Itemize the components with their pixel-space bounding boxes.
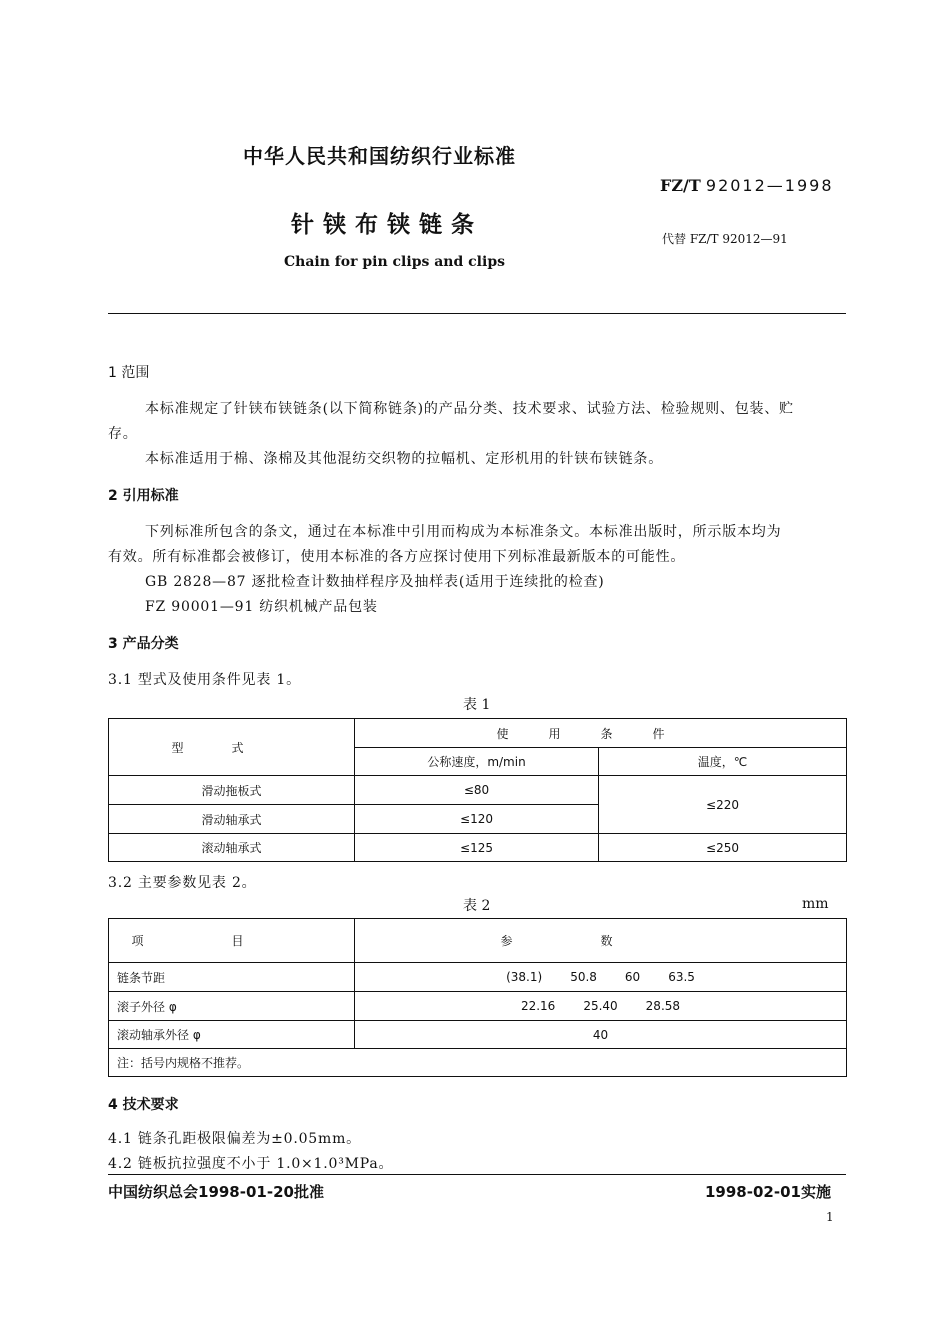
english-title: Chain for pin clips and clips (284, 254, 505, 270)
section-1-heading: 1 范围 (108, 365, 150, 381)
header-rule (108, 313, 846, 314)
table-1-temp-merged-cell: ≤220 (599, 776, 847, 834)
table-2-unit: mm (802, 896, 829, 912)
table-1-temp-header: 温度，℃ (599, 748, 847, 776)
section-2-heading: 2 引用标准 (108, 488, 179, 504)
table-row (109, 1021, 847, 1049)
table-row (109, 776, 847, 805)
table-1-type-cell: 滑动拖板式 (109, 776, 355, 805)
table-1 (108, 718, 847, 862)
footer-rule (108, 1174, 846, 1175)
section-1-para-2: 本标准适用于棉、涤棉及其他混纺交织物的拉幅机、定形机用的针铗布铗链条。 (145, 451, 663, 467)
approval-date: 中国纺织总会1998-01-20批准 (108, 1183, 324, 1201)
table-2-values-cell: 40 (355, 1021, 847, 1049)
section-3-2: 3.2 主要参数见表 2。 (108, 875, 257, 891)
table-2-label-cell: 滚动轴承外径 φ (109, 1021, 355, 1049)
table-1-temp-cell: ≤250 (599, 834, 847, 862)
section-4-2: 4.2 链板抗拉强度不小于 1.0×1.0³MPa。 (108, 1156, 394, 1172)
table-1-caption: 表 1 (463, 697, 491, 713)
section-3-heading: 3 产品分类 (108, 636, 179, 652)
table-2-label-cell: 链条节距 (109, 963, 355, 992)
table-2-param-header: 参数 (355, 919, 847, 963)
section-2-para-1b: 有效。所有标准都会被修订，使用本标准的各方应探讨使用下列标准最新版本的可能性。 (108, 549, 686, 565)
table-1-speed-cell: ≤80 (355, 776, 599, 805)
reference-fz90001: FZ 90001—91 纺织机械产品包装 (145, 599, 378, 615)
table-2 (108, 918, 847, 1077)
document-title: 针铗布铗链条 (291, 212, 483, 238)
table-2-values-cell: 22.16 25.40 28.58 (355, 992, 847, 1021)
table-1-speed-cell: ≤125 (355, 834, 599, 862)
table-2-caption: 表 2 (463, 898, 491, 914)
table-1-type-cell: 滑动轴承式 (109, 805, 355, 834)
standard-number (660, 176, 834, 195)
table-1-type-cell: 滚动轴承式 (109, 834, 355, 862)
section-4-heading: 4 技术要求 (108, 1097, 179, 1113)
table-1-speed-header: 公称速度，m/min (355, 748, 599, 776)
replaces-standard: 代替 FZ/T 92012—91 (662, 232, 788, 246)
implementation-date: 1998-02-01实施 (705, 1183, 831, 1201)
table-2-values-cell: (38.1) 50.8 60 63.5 (355, 963, 847, 992)
page-number: 1 (826, 1210, 834, 1224)
standard-prefix: FZ/T (660, 176, 701, 195)
table-1-type-header: 型式 (109, 719, 355, 776)
section-3-1: 3.1 型式及使用条件见表 1。 (108, 672, 301, 688)
section-1-para-1a: 本标准规定了针铗布铗链条(以下简称链条)的产品分类、技术要求、试验方法、检验规则、包装、贮 (145, 401, 794, 417)
section-2-para-1a: 下列标准所包含的条文，通过在本标准中引用而构成为本标准条文。本标准出版时，所示版本均为 (145, 524, 782, 540)
table-2-label-cell: 滚子外径 φ (109, 992, 355, 1021)
table-row (109, 963, 847, 992)
table-row (109, 992, 847, 1021)
org-title: 中华人民共和国纺织行业标准 (243, 144, 516, 168)
section-1-para-1b: 存。 (108, 426, 138, 442)
table-row (109, 1049, 847, 1077)
table-row (109, 834, 847, 862)
table-2-note: 注：括号内规格不推荐。 (109, 1049, 847, 1077)
table-1-speed-cell: ≤120 (355, 805, 599, 834)
reference-gb2828: GB 2828—87 逐批检查计数抽样程序及抽样表(适用于连续批的检查) (145, 574, 605, 590)
section-4-1: 4.1 链条孔距极限偏差为±0.05mm。 (108, 1131, 361, 1147)
table-2-item-header: 项目 (109, 919, 355, 963)
standard-code: 92012—1998 (705, 176, 834, 195)
table-1-use-header: 使用条件 (355, 719, 847, 748)
